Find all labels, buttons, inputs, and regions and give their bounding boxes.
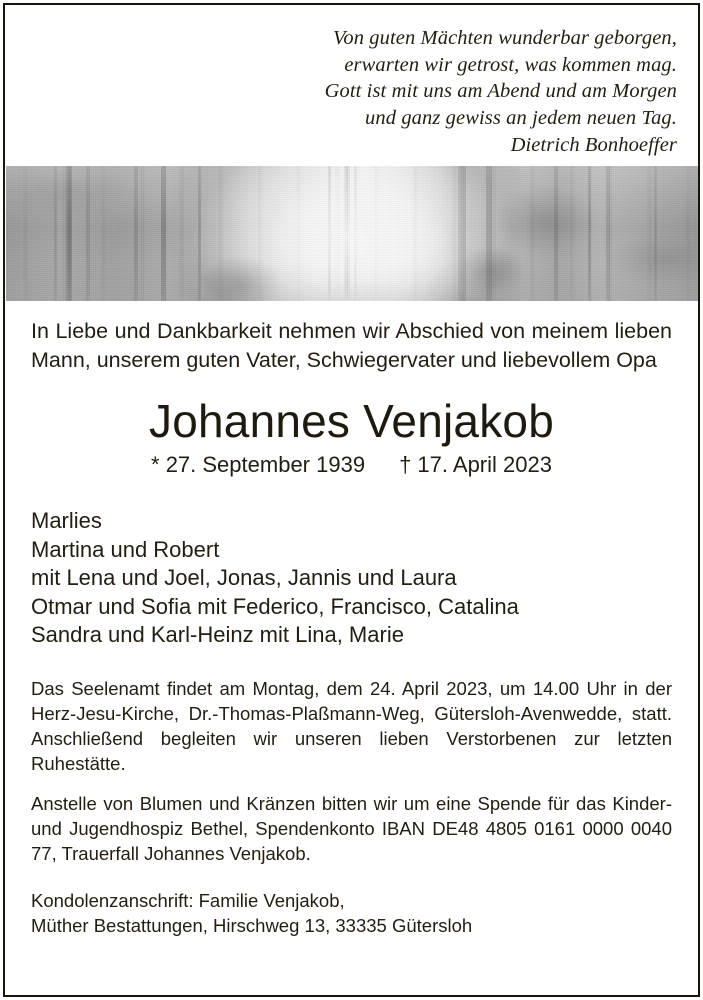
forest-path-photo: [6, 166, 698, 301]
verse-line-4: und ganz gewiss an jedem neuen Tag.: [365, 106, 677, 129]
survivor-line: Sandra und Karl-Heinz mit Lina, Marie: [31, 622, 404, 647]
death-date: † 17. April 2023: [399, 452, 552, 477]
photo-image: [6, 166, 698, 301]
condolence-line: Müther Bestattungen, Hirschweg 13, 33335 Gütersloh: [31, 914, 473, 936]
condolence-address: [31, 888, 672, 938]
donation-request: Anstelle von Blumen und Kränzen bitten wir um eine Spende für das Kinder- und Jugendhospiz Bethel, Spendenkonto IBAN DE48 4805 0161 0000 0040 77, Trauerfall Johannes Venjakob.: [31, 792, 672, 864]
photo-layer-grain: [6, 166, 698, 301]
notice-body: [31, 317, 672, 938]
verse-author: Dietrich Bonhoeffer: [510, 134, 677, 156]
memorial-verse: [5, 5, 698, 159]
life-dates: [31, 451, 672, 479]
verse-line-3: Gott ist mit uns am Abend und am Morgen: [324, 80, 677, 102]
survivor-line: Marlies: [31, 508, 102, 533]
condolence-line: Kondolenzanschrift: Familie Venjakob,: [31, 889, 345, 911]
verse-line-2: erwarten wir getrost, was kommen mag.: [344, 53, 677, 76]
service-details: Das Seelenamt findet am Montag, dem 24. April 2023, um 14.00 Uhr in der Herz-Jesu-Kirche, Dr.-Thomas-Plaßmann-Weg, Gütersloh-Avenwedde, statt. Anschließend begleiten wir unseren lieben Verstorbenen zur letzten Ruhestätte.: [31, 677, 672, 774]
survivor-line: Martina und Robert: [31, 536, 220, 562]
notice-inner: [5, 5, 698, 995]
birth-date: * 27. September 1939: [151, 452, 366, 477]
verse-line-1: Von guten Mächten wunderbar geborgen,: [333, 27, 677, 49]
survivors-list: [31, 507, 672, 650]
survivor-line: mit Lena und Joel, Jonas, Jannis und Laura: [31, 565, 457, 590]
survivor-line: Otmar und Sofia mit Federico, Francisco, Catalina: [31, 593, 519, 619]
deceased-name: Johannes Venjakob: [149, 395, 554, 447]
intro-text: In Liebe und Dankbarkeit nehmen wir Abschied von meinem lieben Mann, unserem guten Vater, Schwiegervater und liebevollem Opa: [31, 319, 672, 372]
